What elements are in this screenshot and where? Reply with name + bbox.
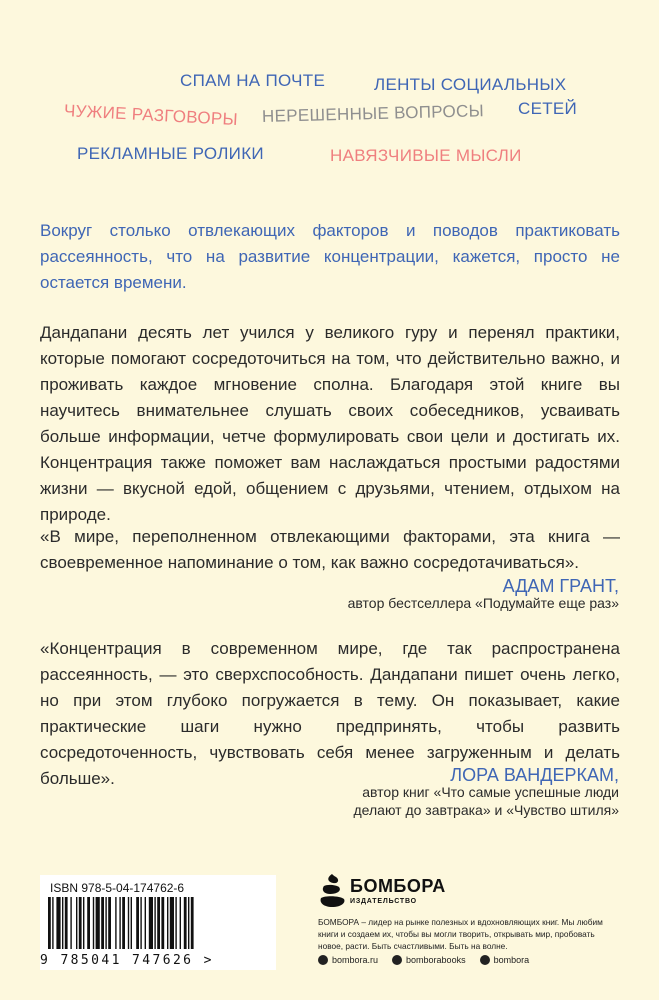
quote-grant-text: «В мире, переполненном отвлекающими факторами, эта книга — своевременное напоминание о том, как важно сосредотачиваться». [40,527,620,572]
publisher-description: БОМБОРА – лидер на рынке полезных и вдохновляющих книг. Мы любим книги и создаем их, чтобы вы могли творить, открывать мир, пробовать новое, расти. Быть счастливыми. Быть на волне. [318,917,603,951]
distraction-feeds-line2: СЕТЕЙ [518,99,578,118]
distraction-ads: РЕКЛАМНЫЕ РОЛИКИ [77,144,264,163]
vk-icon [392,955,402,965]
quote-vanderkam-text: «Концентрация в современном мире, где так распространена рассеянность, — это сверхспособность. Дандапани пишет очень легко, но при этом глубоко погружается в тему. Он показывает, какие практические шаги нужно предпринять, чтобы развить сосредоточенность, чувствовать себя менее загруженным и делать больше». [40,639,620,788]
publisher-name: БОМБОРА [350,876,446,896]
isbn-text: ISBN 978-5-04-174762-6 [50,881,185,895]
quote-vanderkam-author: ЛОРА ВАНДЕРКАМ, [450,765,619,785]
distraction-thoughts: НАВЯЗЧИВЫЕ МЫСЛИ [330,146,522,165]
quote-grant-role: автор бестселлера «Подумайте еще раз» [347,595,619,611]
social-telegram[interactable]: bombora [480,955,530,965]
telegram-icon [480,955,490,965]
barcode-number: 9 785041 747626 > [40,953,214,968]
social-site[interactable]: bombora.ru [318,955,378,965]
social-vk[interactable]: bomborabooks [392,955,466,965]
distraction-talks: ЧУЖИЕ РАЗГОВОРЫ [63,101,239,130]
quote-vanderkam-role-line2: делают до завтрака» и «Чувство штиля» [353,802,619,818]
publisher-socials [318,955,529,965]
distraction-questions: НЕРЕШЕННЫЕ ВОПРОСЫ [261,101,485,126]
quote-grant-author: АДАМ ГРАНТ, [502,576,619,596]
bombora-logo-icon [318,872,348,910]
publisher-subtitle: ИЗДАТЕЛЬСТВО [350,898,417,905]
quote-vanderkam-role-line1: автор книг «Что самые успешные люди [362,784,619,800]
barcode [40,875,276,970]
globe-icon [318,955,328,965]
lead-paragraph: Вокруг столько отвлекающих факторов и поводов практиковать рассеянность, что на развитие концентрации, кажется, просто не остается времени. [40,221,620,292]
distraction-spam: СПАМ НА ПОЧТЕ [180,71,326,90]
barcode-bars [48,897,268,953]
book-description: Дандапани десять лет учился у великого гуру и перенял практики, которые помогают сосредоточиться на том, что действительно важно, и проживать каждое мгновение сполна. Благодаря этой книге вы научитесь внимательнее слушать своих собеседников, усваивать больше информации, четче формулировать свои цели и достигать их. Концентрация также поможет вам наслаждаться простыми радостями жизни — вкусной едой, общением с друзьями, чтением, отдыхом на природе. [40,323,620,524]
distraction-feeds-line1: ЛЕНТЫ СОЦИАЛЬНЫХ [374,75,567,94]
